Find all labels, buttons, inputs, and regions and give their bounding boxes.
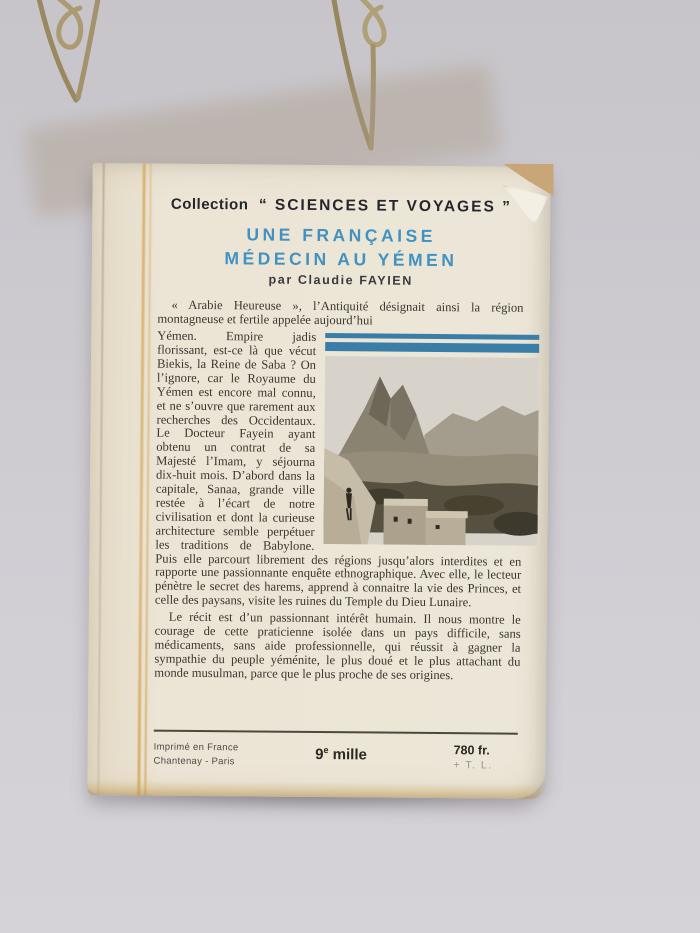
blurb-paragraph-1-part-a: « Arabie Heureuse », l’Antiquité désignait ainsi la région montagneuse et fertile appelée aujourd’hui [157, 297, 524, 328]
cover-footer [153, 729, 517, 773]
cover-photograph [323, 333, 539, 546]
mille-sup: e [323, 744, 329, 755]
blurb-paragraph-1-part-b: Yémen. Empire jadis florissant, est-ce là que vécut Biekis, la Reine de Saba ? On l’ignore, car le Royaume du Yémen est encore mal connu, et ne s’ouvre que rarement aux recherches des Occidentaux. Le Docteur Fayein ayant obtenu un contrat de sa Majesté l’Imam, y séjourna dix-huit mois. D’abord dans la capitale, Sanaa, grande ville restée à l’écart de notre civilisation et dont la curieuse architecture semble perpétuer les traditions de Babylone. Puis elle parcourt librement des régions jusqu’alors interdites et en rapporte une passionnante enquête ethnographique. Avec elle, le lecteur pénètre le secret des harems, apprend à connaitre la vie des Princes, et celle des paysans, visite les ruines du Temple du Dieu Lunaire. [154, 328, 522, 610]
blurb-paragraph-2: Le récit est d’un passionnant intérêt humain. Il nous montre le courage de cette praticienne isolée dans un pays difficile, sans médicaments, sans aide professionnelle, qui réussit à gagner la sympathie du peuple yéménite, le plus doué et le plus attachant du monde musulman, parce que le plus proche de ses origines. [154, 609, 521, 682]
imprint-line1: Imprimé en France [153, 741, 239, 753]
price: 780 fr. [453, 742, 490, 758]
book-title-line1: UNE FRANÇAISE [246, 224, 436, 247]
tax-note: + T. L. [453, 758, 493, 772]
book-stand-left-icon [38, 0, 99, 100]
imprint-line2: Chantenay - Paris [153, 755, 235, 768]
price-block [453, 743, 517, 772]
mille-word: mille [328, 745, 367, 763]
collection-prefix: Collection [170, 195, 249, 214]
yemen-landscape-photo [323, 356, 539, 546]
cover-content [153, 196, 524, 773]
imprint [153, 740, 238, 770]
footer-rule [154, 729, 518, 734]
mille-number: 9 [315, 745, 324, 763]
back-cover-blurb [154, 299, 523, 684]
edition-mille [315, 745, 367, 763]
collection-line [158, 196, 524, 217]
blurb-paragraph-1 [157, 299, 523, 330]
book-title [158, 223, 524, 273]
series-title: “ SCIENCES ET VOYAGES ” [258, 196, 512, 216]
book-title-line2: MÉDECIN AU YÉMEN [224, 247, 458, 270]
book-back-cover [87, 163, 550, 799]
author-byline: par Claudie FAYIEN [268, 272, 413, 289]
spine-edge-line [97, 163, 105, 795]
footer-row [153, 740, 517, 773]
spine-stain-streak [144, 164, 152, 796]
blue-stripe-thick [325, 342, 539, 353]
